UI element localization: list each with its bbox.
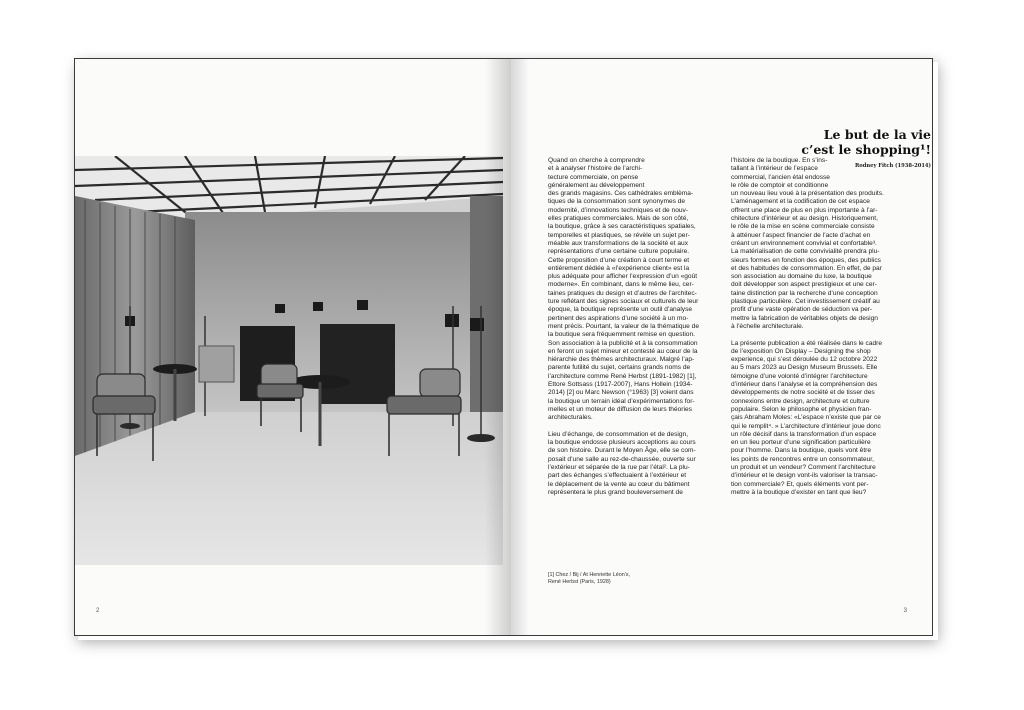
column-1-line: 2014) [2] ou Marc Newson (°1963) [3] voient dans: [548, 389, 694, 397]
column-2-line: développements de notre société et de tisser des: [731, 389, 875, 397]
left-page-number: 2: [96, 608, 100, 614]
boutique-interior-photo: [75, 156, 503, 565]
column-2-line: taine distinction par la recherche d’une conception: [731, 289, 878, 297]
column-2-line: à atténuer l’aspect financier de l’acte d’achat en: [731, 231, 871, 239]
column-1-line: représentations d’une certaine culture populaire.: [548, 248, 690, 256]
column-2-line: La matérialisation de cette convivialité prendra plu-: [731, 248, 880, 256]
column-2-line: mettre à la boutique d’exister en tant que lieu?: [731, 488, 867, 496]
column-2-line: son association au domaine du luxe, la boutique: [731, 273, 872, 281]
column-2-line: à l’échelle architecturale.: [731, 322, 804, 330]
column-2-line: [731, 331, 899, 339]
column-2-line: et des habitudes de consommation. En effet, de par: [731, 264, 882, 272]
right-page-number: 3: [903, 608, 907, 614]
column-2-line: un rôle décisif dans la transformation d’un espace: [731, 430, 877, 438]
column-1-line: Cette proposition d’une création à court terme et: [548, 256, 690, 264]
column-1-line: entièrement dédiée à «l’expérience client» est la: [548, 264, 690, 272]
column-2-line: un nouveau lieu voué à la présentation des produits.: [731, 190, 884, 198]
column-1-line: en feront un sujet mineur et contesté au cœur de la: [548, 347, 698, 355]
column-2-line: offrent une place de plus en plus importante à l’ar-: [731, 206, 878, 214]
column-2-line: témoigne d’une volonté d’intégrer l’architecture: [731, 372, 868, 380]
text-column-1: [548, 157, 716, 497]
column-1-line: Lieu d’échange, de consommation et de design,: [548, 430, 689, 438]
column-2-line: le rôle de comptoir et conditionne: [731, 181, 829, 189]
column-2-line: tion commerciale? Et, quels éléments vont per-: [731, 480, 869, 488]
column-1-line: elles pratiques commerciales. Mais de son côté,: [548, 215, 689, 223]
column-2-line: connexions entre design, architecture et culture: [731, 397, 870, 405]
column-1-line: époque, la boutique représente un outil d’analyse: [548, 306, 693, 314]
photo-caption: [548, 572, 716, 586]
title-line-1: Le but de la vie: [823, 127, 931, 142]
column-1-line: parente futilité du sujet, certains grands noms de: [548, 364, 691, 372]
column-2-line: au 5 mars 2023 au Design Museum Brussels. Elle: [731, 364, 878, 372]
column-2-line: de l’exposition On Display – Designing the shop: [731, 347, 871, 355]
column-2-line: plastique particulière. Cet investissement créatif au: [731, 298, 880, 306]
article-author: Rodney Fitch (1938-2014): [854, 163, 931, 169]
column-1-line: part des échanges s’effectuaient à l’extérieur et: [548, 472, 687, 480]
column-2-line: qui le remplit⁴. » L’architecture d’intérieur joue donc: [731, 422, 881, 430]
column-2-line: un produit et un vendeur? Comment l’architecture: [731, 463, 876, 471]
column-1-line: [548, 423, 716, 431]
column-2-line: en un lieu porteur d’une signification particulière: [731, 439, 871, 447]
column-2-line: pour l’homme. Dans la boutique, quels vont être: [731, 447, 872, 455]
column-1-line: l’architecture comme René Herbst (1891-1982) [1],: [548, 372, 697, 380]
column-1-line: temporelles et plastiques, se révèle un sujet per-: [548, 231, 690, 239]
column-1-line: taines pratiques du design et d’autres de l’architec-: [548, 289, 697, 297]
column-1-line: de son histoire. Durant le Moyen Âge, elle se com-: [548, 447, 696, 455]
column-1-line: hiérarchie des thèmes architecturaux. Malgré l’ap-: [548, 356, 695, 364]
column-1-line: ment précis. Pourtant, la valeur de la thématique de: [548, 322, 700, 330]
caption-line: René Herbst (Paris, 1928): [548, 579, 611, 585]
photo-illustration: [75, 156, 503, 565]
caption-line: [1] Chez / Bij / At Henriette Léon’s,: [548, 572, 631, 578]
left-page: [74, 58, 511, 636]
column-1-line: melles et un moteur de diffusion de leurs théories: [548, 405, 692, 413]
column-2-line: doit développer son aspect prestigieux et une cer-: [731, 281, 877, 289]
column-2-line: La présente publication a été réalisée dans le cadre: [731, 339, 883, 347]
column-1-line: ture reflétant des signes sociaux et culturels de leur: [548, 298, 699, 306]
column-2-line: les points de rencontres entre un consommateur,: [731, 455, 874, 463]
column-1-line: le déplacement de la vente au cœur du bâtiment: [548, 480, 690, 488]
column-2-line: le rôle de la mise en scène commerciale consiste: [731, 223, 875, 231]
column-2-line: commercial, l’ancien étal endosse: [731, 173, 830, 181]
column-2-line: sieurs formes en fonction des époques, des publics: [731, 256, 881, 264]
column-1-line: généralement au développement: [548, 181, 645, 189]
article-title: [681, 127, 931, 157]
column-1-line: la boutique sera fréquemment remise en question.: [548, 331, 695, 339]
left-gutter-shade: [485, 59, 511, 635]
column-2-line: L’aménagement et la codification de cet espace: [731, 198, 870, 206]
column-1-line: plus adéquate pour afficher l’expression d’un «goût: [548, 273, 698, 281]
column-1-line: tecture commerciale, on pense: [548, 173, 639, 181]
column-1-line: la boutique, grâce à ses caractéristiques spatiales,: [548, 223, 696, 231]
right-page: [511, 58, 933, 636]
column-1-line: Quand on cherche à comprendre: [548, 157, 645, 164]
column-1-line: la boutique endosse plusieurs acceptions au cours: [548, 439, 696, 447]
column-2-line: profit d’une vaste opération de séduction va per-: [731, 306, 873, 314]
column-1-line: pertinent des aspirations d’une société à un mo-: [548, 314, 689, 322]
column-1-line: posait d’une salle au rez-de-chaussée, ouverte sur: [548, 455, 696, 463]
column-2-line: d’intérieur et le design vont-ils valoriser la transac-: [731, 472, 878, 480]
column-1-line: et à analyser l’histoire de l’archi-: [548, 165, 643, 173]
column-2-line: chitecture d’intérieur et au design. Historiquement,: [731, 215, 878, 223]
column-2-line: tallant à l’intérieur de l’espace: [731, 165, 818, 173]
column-1-line: méable aux transformations de la société et aux: [548, 239, 689, 247]
column-1-line: l’extérieur et séparée de la rue par l’étal². La plu-: [548, 463, 690, 471]
column-1-line: moderne». En combinant, dans le même lieu, cer-: [548, 281, 694, 289]
column-1-line: architecturales.: [548, 414, 593, 422]
right-gutter-shade: [511, 59, 529, 635]
column-2-line: d’intérieur dans l’analyse et la compréhension des: [731, 381, 878, 389]
column-1-line: représentera le plus grand bouleversement de: [548, 488, 683, 496]
column-1-line: la boutique un terrain idéal d’expérimentations for-: [548, 397, 695, 405]
column-2-line: l’histoire de la boutique. En s’ins-: [731, 157, 828, 164]
column-2-line: créant un environnement convivial et confortable³.: [731, 239, 877, 247]
title-line-2: c’est le shopping¹!: [801, 142, 931, 157]
column-1-line: des grands magasins. Ces cathédrales emblèma-: [548, 190, 694, 198]
column-1-line: Ettore Sottsass (1917-2007), Hans Hollein (1934-: [548, 381, 693, 389]
column-1-line: modernité, d’innovations techniques et de nouv-: [548, 206, 689, 214]
column-2-line: mettre la fabrication de véritables objets de design: [731, 314, 878, 322]
column-2-line: experience, qui s’est déroulée du 12 octobre 2022: [731, 356, 878, 364]
column-1-line: Son association à la publicité et à la consommation: [548, 339, 698, 347]
column-2-line: populaire. Selon le philosophe et physicien fran-: [731, 405, 872, 413]
text-column-2: [731, 157, 899, 497]
column-2-line: çais Abraham Moles: «L’espace n’existe que par ce: [731, 414, 881, 422]
column-1-line: tiques de la consommation sont synonymes de: [548, 198, 686, 206]
